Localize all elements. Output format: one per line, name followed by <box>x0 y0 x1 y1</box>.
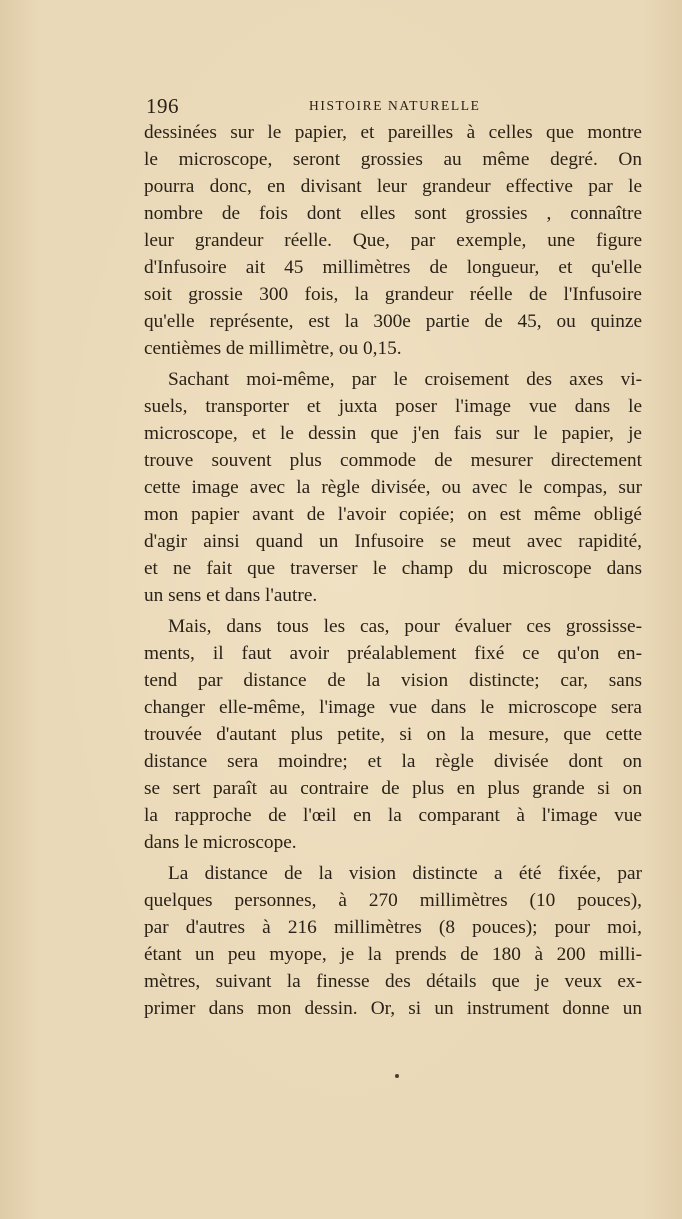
text-line: étant un peu myope, je la prends de 180 à 200 milli- <box>144 944 642 965</box>
text-line: la rapproche de l'œil en la comparant à l'image vue <box>144 805 642 826</box>
text-line: un sens et dans l'autre. <box>144 585 318 606</box>
text-line: trouvée d'autant plus petite, si on la mesure, que cette <box>144 724 642 745</box>
body-text <box>144 119 642 1022</box>
text-line: suels, transporter et juxta poser l'image vue dans le <box>144 396 642 417</box>
text-line: La distance de la vision distincte a été fixée, par <box>168 863 642 884</box>
text-line: se sert paraît au contraire de plus en plus grande si on <box>144 778 642 799</box>
text-line: Mais, dans tous les cas, pour évaluer ces grossisse- <box>168 616 642 637</box>
ink-speck <box>395 1074 399 1078</box>
text-line: leur grandeur réelle. Que, par exemple, une figure <box>144 230 642 251</box>
text-line: le microscope, seront grossies au même degré. On <box>144 149 642 170</box>
text-line: ments, il faut avoir préalablement fixé ce qu'on en- <box>144 643 642 664</box>
text-line: qu'elle représente, est la 300e partie de 45, ou quinze <box>144 311 642 332</box>
text-line: trouve souvent plus commode de mesurer directement <box>144 450 642 471</box>
text-line: dans le microscope. <box>144 832 297 853</box>
text-line: d'Infusoire ait 45 millimètres de longueur, et qu'elle <box>144 257 642 278</box>
text-line: tend par distance de la vision distincte; car, sans <box>144 670 642 691</box>
text-line: centièmes de millimètre, ou 0,15. <box>144 338 402 359</box>
text-line: primer dans mon dessin. Or, si un instrument donne un <box>144 998 642 1019</box>
text-line: pourra donc, en divisant leur grandeur effective par le <box>144 176 642 197</box>
text-line: distance sera moindre; et la règle divisée dont on <box>144 751 642 772</box>
text-line: d'agir ainsi quand un Infusoire se meut avec rapidité, <box>144 531 642 552</box>
text-line: par d'autres à 216 millimètres (8 pouces); pour moi, <box>144 917 642 938</box>
text-line: et ne fait que traverser le champ du microscope dans <box>144 558 642 579</box>
text-line: mon papier avant de l'avoir copiée; on est même obligé <box>144 504 642 525</box>
text-line: microscope, et le dessin que j'en fais sur le papier, je <box>144 423 642 444</box>
text-line: nombre de fois dont elles sont grossies , connaître <box>144 203 642 224</box>
text-line: mètres, suivant la finesse des détails que je veux ex- <box>144 971 642 992</box>
running-title: HISTOIRE NATURELLE <box>309 98 481 113</box>
running-head <box>146 94 640 118</box>
text-line: quelques personnes, à 270 millimètres (10 pouces), <box>144 890 642 911</box>
text-line: soit grossie 300 fois, la grandeur réelle de l'Infusoire <box>144 284 642 305</box>
text-line: cette image avec la règle divisée, ou avec le compas, sur <box>144 477 642 498</box>
page-number: 196 <box>146 94 179 118</box>
text-line: changer elle-même, l'image vue dans le microscope sera <box>144 697 642 718</box>
text-line: Sachant moi-même, par le croisement des axes vi- <box>168 369 642 390</box>
text-line: dessinées sur le papier, et pareilles à celles que montre <box>144 122 642 143</box>
